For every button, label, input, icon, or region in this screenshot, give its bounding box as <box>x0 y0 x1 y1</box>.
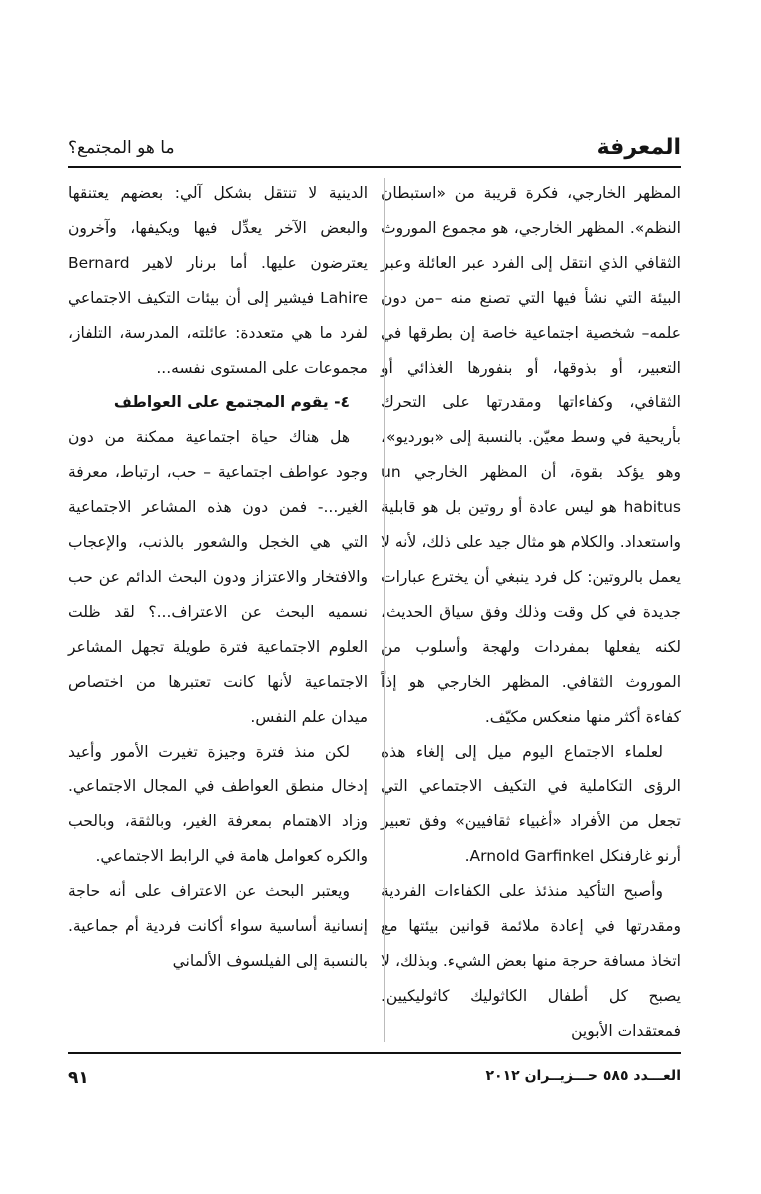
paragraph: المظهر الخارجي، فكرة قريبة من «استبطان النظم». المظهر الخارجي، هو مجموع الموروث الثقافي الذي انتقل إلى الفرد عبر العائلة وعبر البيئة التي نشأ فيها التي تصنع منه –من دون علمه– شخصية اجتماعية خاصة إن بطرقها في التعبير، أو بذوقها، أو بنفورها الغذائي أو الثقافي، وكفاءاتها ومقدرتها على التحرك بأريحية في وسط معيّن. بالنسبة إلى «بورديو»، وهو يؤكد بقوة، أن المظهر الخارجي un habitus هو ليس عادة أو روتين بل هو قابلية واستعداد. والكلام هو مثال جيد على ذلك، لأنه لا يعمل بالروتين: كل فرد ينبغي أن يخترع عبارات جديدة في كل وقت وذلك وفق سياق الحديث، لكنه يفعلها بمفردات ولهجة وأسلوب من الموروث الثقافي. المظهر الخارجي هو إذاً كفاءة أكثر منها منعكس مكيّف. <box>381 184 681 726</box>
paragraph: لكن منذ فترة وجيزة تغيرت الأمور وأعيد إدخال منطق العواطف في المجال الاجتماعي. وزاد الاهتمام بمعرفة الغير، وبالثقة، وبالحب والكره كعوامل هامة في الرابط الاجتماعي. <box>68 742 368 866</box>
magazine-logo: المعرفة <box>596 135 681 160</box>
paragraph: ويعتبر البحث عن الاعتراف على أنه حاجة إنسانية أساسية سواء أكانت فردية أم جماعية. بالنسبة إلى الفيلسوف الألماني <box>68 882 368 970</box>
paragraph: هل هناك حياة اجتماعية ممكنة من دون وجود عواطف اجتماعية – حب، ارتباط، معرفة الغير...- فمن دون هذه المشاعر الاجتماعية التي هي الخجل والشعور بالذنب، والإعجاب والافتخار والاعتزاز ودون البحث الدائم عن حب نسميه البحث عن الاعتراف...؟ لقد ظلت العلوم الاجتماعية فترة طويلة تجهل المشاعر الاجتماعية لأنها كانت تعتبرها من اختصاص ميدان علم النفس. <box>68 428 368 726</box>
left-column <box>68 176 368 979</box>
page-footer <box>68 1068 681 1088</box>
paragraph: وأصبح التأكيد منذئذ على الكفاءات الفردية ومقدرتها في إعادة ملائمة قوانين بيئتها مع اتخاذ مسافة حرجة منها بعض الشيء. وبذلك، لا يصبح كل أطفال الكاثوليك كاثوليكيين. فمعتقدات الأبوين <box>381 882 681 1040</box>
paragraph: لعلماء الاجتماع اليوم ميل إلى إلغاء هذه الرؤى التكاملية في التكيف الاجتماعي التي تجعل من الأفراد «أغبياء ثقافيين» وفق تعبير أرنو غارفنكل Arnold Garfinkel. <box>381 742 681 866</box>
section-heading: ٤- يقوم المجتمع على العواطف <box>113 393 350 412</box>
page-header <box>68 128 681 164</box>
paragraph: الدينية لا تنتقل بشكل آلي: بعضهم يعتنقها والبعض الآخر يعدِّل فيها ويكيفها، وآخرون يعترضون عليها. أما برنار لاهير Bernard Lahire فيشير إلى أن بيئات التكيف الاجتماعي لفرد ما هي متعددة: عائلته، المدرسة، التلفاز، مجموعات على المستوى نفسه... <box>68 184 368 377</box>
page-number: ٩١ <box>68 1068 89 1088</box>
column-divider <box>384 178 385 1042</box>
section-title: ما هو المجتمع؟ <box>68 138 175 158</box>
issue-info: العـــدد ٥٨٥ حـــزيــران ٢٠١٢ <box>485 1068 681 1084</box>
right-column <box>381 176 681 1049</box>
footer-rule <box>68 1052 681 1054</box>
header-rule <box>68 166 681 168</box>
